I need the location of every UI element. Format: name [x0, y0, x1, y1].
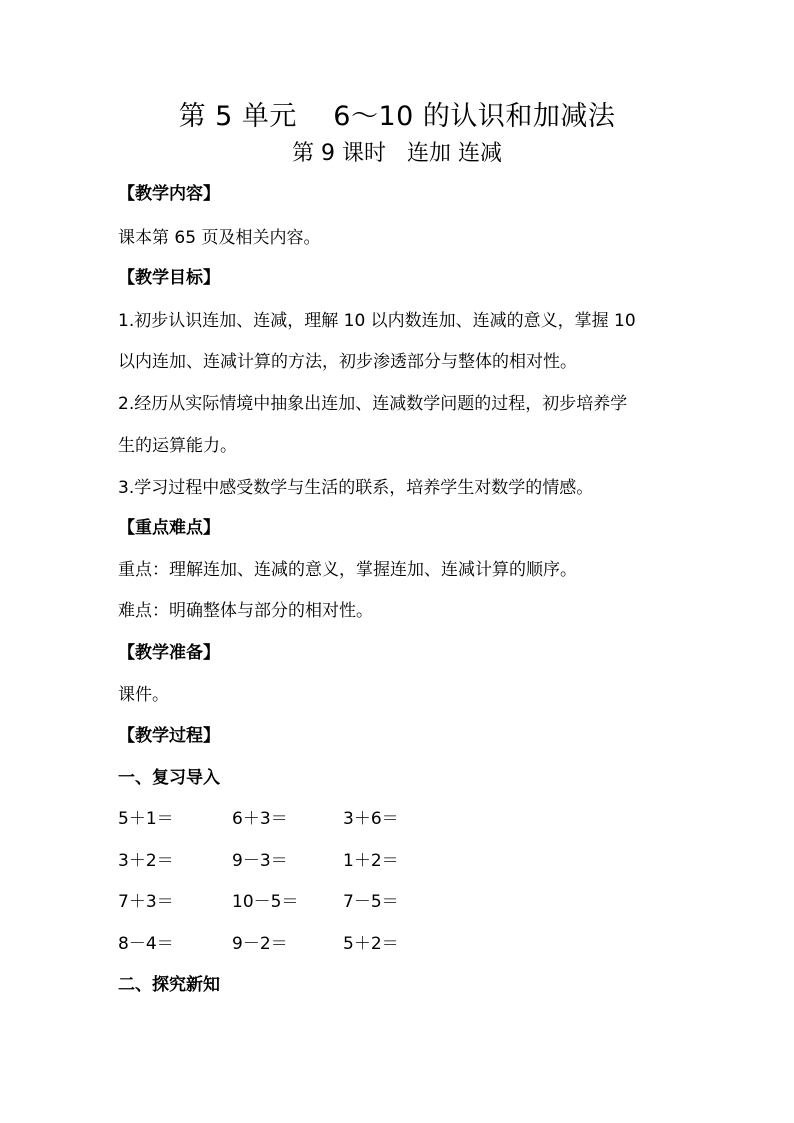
exercise-item: 9－3＝ — [232, 851, 288, 871]
goal2-line1: 2.经历从实际情境中抽象出连加、连减数学问题的过程，初步培养学 — [118, 394, 628, 414]
prep-heading: 【教学准备】 — [118, 643, 220, 663]
content-text: 课本第 65 页及相关内容。 — [118, 228, 321, 248]
goals-heading: 【教学目标】 — [118, 268, 220, 288]
exercise-item: 5＋2＝ — [343, 934, 399, 954]
goal3: 3.学习过程中感受数学与生活的联系，培养学生对数学的情感。 — [118, 478, 594, 498]
exercise-item: 7＋3＝ — [118, 892, 174, 912]
goal2-line2: 生的运算能力。 — [118, 436, 237, 456]
prep-text: 课件。 — [118, 685, 169, 705]
goal1-line2: 以内连加、连减计算的方法，初步渗透部分与整体的相对性。 — [118, 352, 577, 372]
page-title: 第 5 单元 6～10 的认识和加减法 — [178, 101, 616, 132]
process-heading: 【教学过程】 — [118, 726, 220, 746]
exercise-row — [118, 931, 678, 957]
exercise-item: 6＋3＝ — [232, 809, 288, 829]
difficult-point: 难点：明确整体与部分的相对性。 — [118, 601, 373, 621]
step2-heading: 二、探究新知 — [118, 975, 220, 995]
goal1-line1: 1.初步认识连加、连减，理解 10 以内数连加、连减的意义，掌握 10 — [118, 311, 636, 331]
exercise-row — [118, 806, 678, 832]
lesson-subtitle: 第 9 课时 连加 连减 — [292, 141, 502, 166]
exercise-item: 7－5＝ — [343, 892, 399, 912]
key-heading: 【重点难点】 — [118, 518, 220, 538]
exercise-item: 8－4＝ — [118, 934, 174, 954]
exercise-row — [118, 848, 678, 874]
exercise-item: 5＋1＝ — [118, 809, 174, 829]
exercise-row — [118, 889, 678, 915]
exercise-item: 3＋2＝ — [118, 851, 174, 871]
exercise-item: 3＋6＝ — [343, 809, 399, 829]
key-point: 重点：理解连加、连减的意义，掌握连加、连减计算的顺序。 — [118, 560, 577, 580]
exercise-item: 1＋2＝ — [343, 851, 399, 871]
exercise-item: 9－2＝ — [232, 934, 288, 954]
content-heading: 【教学内容】 — [118, 184, 220, 204]
step1-heading: 一、复习导入 — [118, 768, 220, 788]
exercise-item: 10－5＝ — [232, 892, 299, 912]
